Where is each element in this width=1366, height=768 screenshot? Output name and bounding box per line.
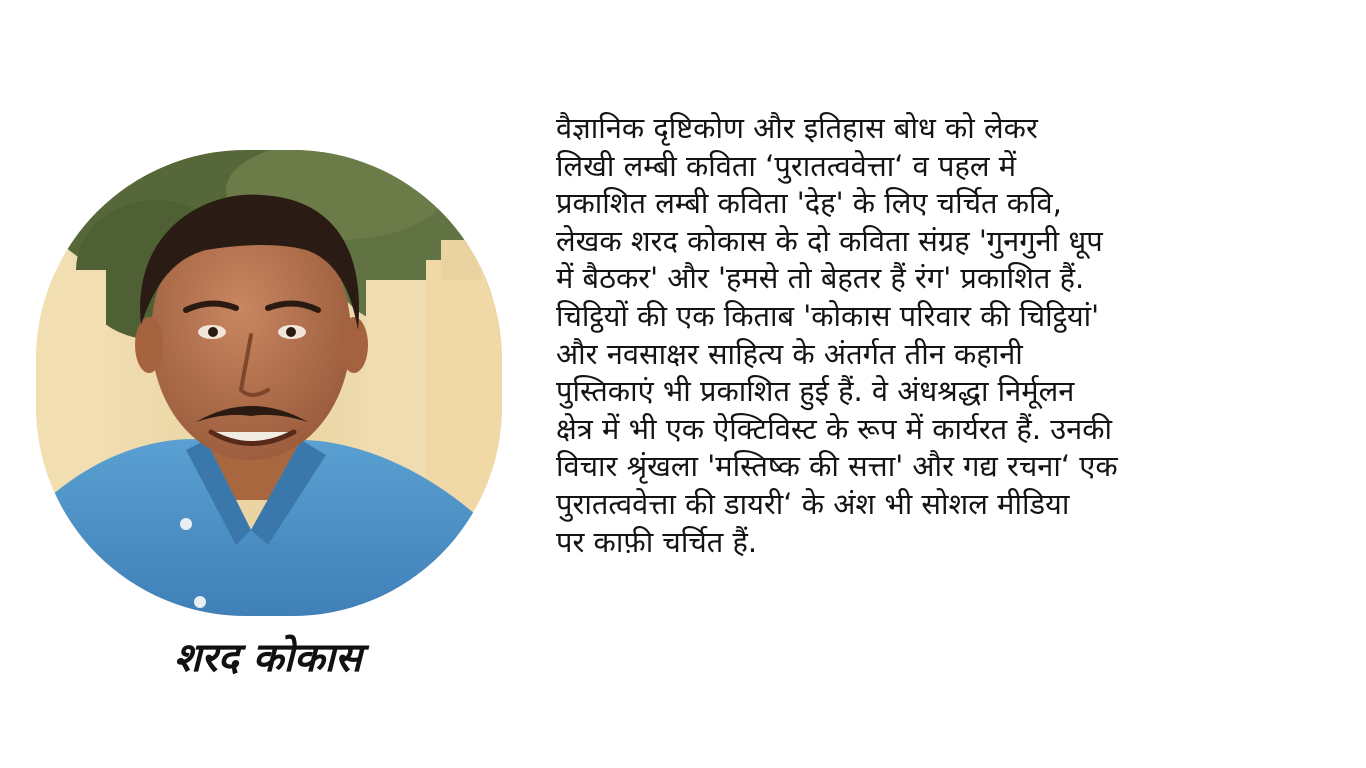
- bio-line: में बैठकर' और 'हमसे तो बेहतर हैं रंग' प्रकाशित हैं.: [556, 261, 1085, 296]
- bio-line: पर काफ़ी चर्चित हैं.: [556, 524, 758, 559]
- author-photo-illustration: [36, 150, 502, 616]
- bio-line: विचार श्रृंखला 'मस्तिष्क की सत्ता' और गद्य रचना‘ एक: [556, 449, 1118, 484]
- bio-line: पुस्तिकाएं भी प्रकाशित हुई हैं. वे अंधश्रद्धा निर्मूलन: [556, 374, 1075, 409]
- bio-line: पुरातत्ववेत्ता की डायरी‘ के अंश भी सोशल मीडिया: [556, 486, 1070, 521]
- bio-line: प्रकाशित लम्बी कविता 'देह' के लिए चर्चित कवि,: [556, 186, 1062, 221]
- bio-line: और नवसाक्षर साहित्य के अंतर्गत तीन कहानी: [556, 336, 1023, 371]
- author-name: शरद कोकास: [174, 635, 362, 681]
- bio-line: चिट्ठियों की एक किताब 'कोकास परिवार की चिट्ठियां': [556, 298, 1100, 333]
- author-bio: [556, 110, 1326, 561]
- bio-line: वैज्ञानिक दृष्टिकोण और इतिहास बोध को लेकर: [556, 111, 1038, 145]
- bio-line: क्षेत्र में भी एक ऐक्टिविस्ट के रूप में कार्यरत हैं. उनकी: [556, 411, 1113, 446]
- bio-line: लिखी लम्बी कविता ‘पुरातत्ववेत्ता‘ व पहल में: [556, 148, 1017, 183]
- author-photo: [36, 150, 502, 616]
- bio-line: लेखक शरद कोकास के दो कविता संग्रह 'गुनगुनी धूप: [556, 223, 1103, 258]
